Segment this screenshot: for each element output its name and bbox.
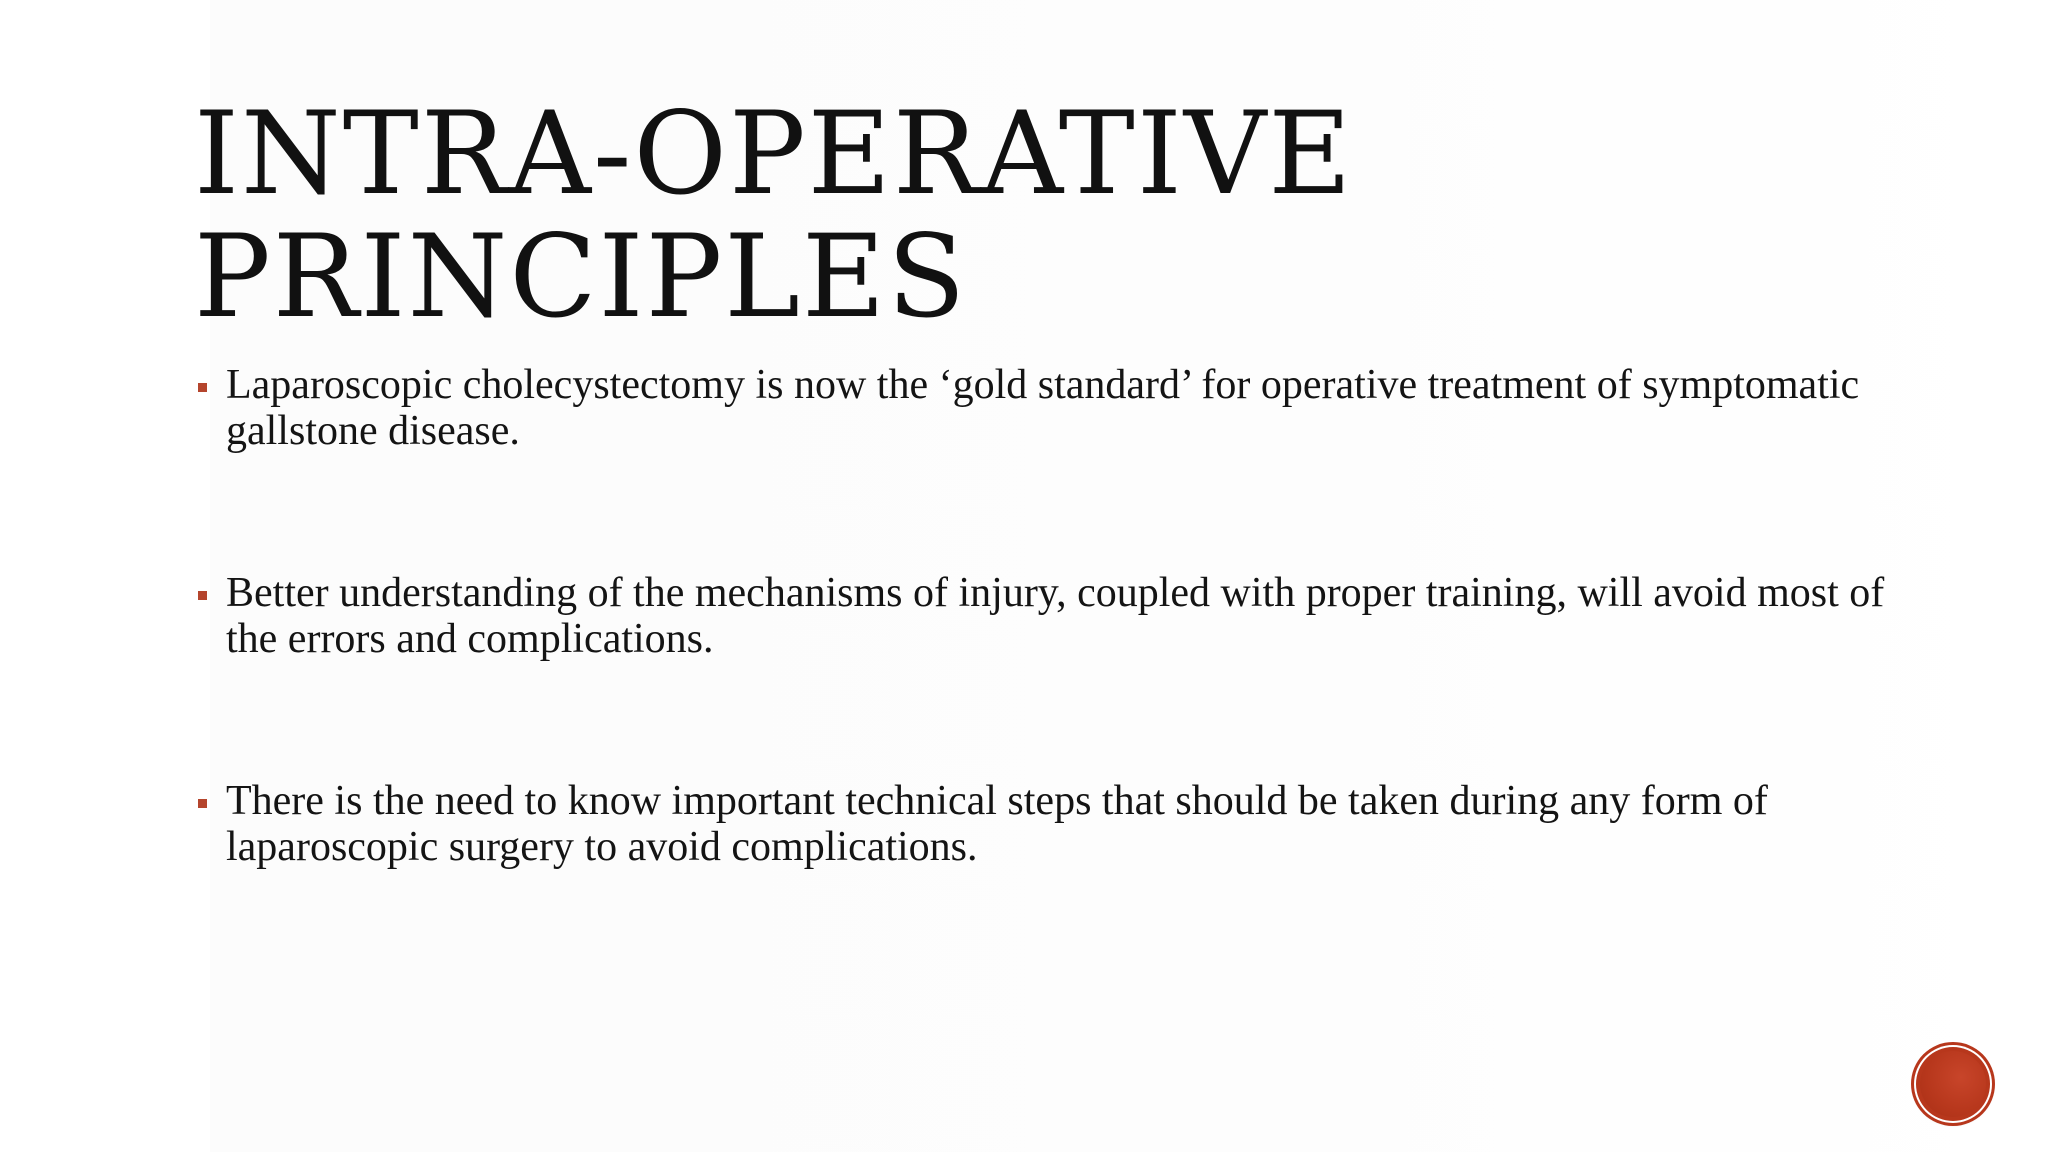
slide-title: INTRA-OPERATIVE PRINCIPLES — [194, 87, 1354, 343]
bullet-text: Laparoscopic cholecystectomy is now the ‘gold standard’ for operative treatment of symptomatic gallstone disease. — [226, 362, 1860, 454]
bullet-text: Better understanding of the mechanisms of injury, coupled with proper training, will avoid most of the errors and complications. — [226, 570, 1885, 662]
circle-nav-button-icon[interactable] — [1914, 1045, 1992, 1123]
bullet-item — [196, 570, 1916, 662]
bullet-text: There is the need to know important technical steps that should be taken during any form of laparoscopic surgery to avoid complications. — [226, 778, 1768, 870]
square-bullet-icon — [198, 383, 207, 392]
bullet-item — [196, 778, 1916, 870]
square-bullet-icon — [198, 591, 207, 600]
bullet-item — [196, 362, 1916, 454]
square-bullet-icon — [198, 799, 207, 808]
bullet-list — [196, 362, 1916, 986]
